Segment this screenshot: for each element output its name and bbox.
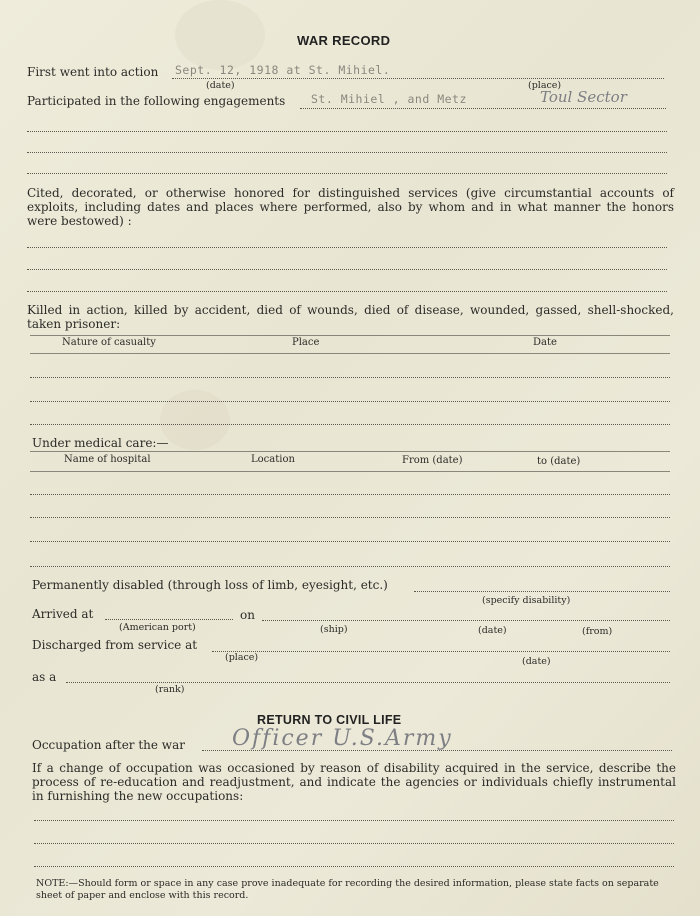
paper-stain (160, 390, 230, 450)
occupation-label: Occupation after the war (32, 738, 185, 752)
engagements-handwritten-value: Toul Sector (540, 88, 627, 106)
blank-line (34, 866, 674, 867)
ship-caption: (ship) (320, 624, 348, 635)
col-name-of-hospital: Name of hospital (64, 454, 151, 465)
first-action-label: First went into action (27, 65, 159, 79)
form-title: WAR RECORD (297, 33, 391, 48)
col-to-date: to (date) (537, 456, 581, 467)
blank-line (27, 269, 667, 270)
blank-line (34, 843, 674, 844)
rank-caption: (rank) (155, 684, 185, 695)
col-location: Location (251, 454, 295, 465)
arrived-at-label: Arrived at (32, 607, 94, 621)
blank-line (30, 517, 670, 518)
date-caption: (date) (206, 80, 235, 91)
first-action-line (172, 78, 664, 79)
rank-line (66, 682, 670, 683)
change-of-occupation-paragraph: If a change of occupation was occasioned by reason of disability acquired in the service, describe the process of re-education and readjustment, and indicate the agencies or individuals chiefly instrumental in furnishing the new occupations: (32, 761, 676, 803)
discharged-date-caption: (date) (522, 656, 551, 667)
engagements-typed-value: St. Mihiel , and Metz (311, 92, 467, 106)
blank-line (30, 424, 670, 425)
discharged-line (212, 651, 670, 652)
civil-life-title: RETURN TO CIVIL LIFE (257, 713, 402, 727)
casualty-header-bottom-rule (30, 353, 670, 354)
blank-line (30, 377, 670, 378)
blank-line (30, 566, 670, 567)
arrived-date-caption: (date) (478, 625, 507, 636)
specify-disability-caption: (specify disability) (482, 595, 571, 606)
cited-paragraph: Cited, decorated, or otherwise honored for distinguished services (give circumstantial accounts of exploits, including dates and places where performed, also by whom and in what manner the honors were bestowed) : (27, 186, 674, 228)
blank-line (34, 820, 674, 821)
as-a-label: as a (32, 670, 57, 684)
engagements-line (300, 108, 666, 109)
discharged-label: Discharged from service at (32, 638, 198, 652)
place-caption: (place) (528, 80, 562, 91)
col-place: Place (292, 337, 320, 348)
american-port-caption: (American port) (119, 622, 196, 633)
arrived-port-line (105, 619, 233, 620)
disabled-line (414, 591, 670, 592)
blank-line (30, 541, 670, 542)
medical-header-top-rule (30, 451, 670, 452)
blank-line (27, 152, 667, 153)
col-from-date: From (date) (402, 455, 463, 466)
blank-line (30, 401, 670, 402)
arrived-ship-line (262, 620, 670, 621)
blank-line (27, 131, 667, 132)
note-paragraph: NOTE:—Should form or space in any case prove inadequate for recording the desired information, please state facts on separate sheet of paper and enclose with this record. (36, 878, 659, 901)
engagements-label: Participated in the following engagements (27, 94, 286, 108)
arrived-on-label: on (240, 608, 255, 622)
blank-line (30, 494, 670, 495)
blank-line (27, 173, 667, 174)
discharged-place-caption: (place) (225, 652, 259, 663)
casualty-header-top-rule (30, 335, 670, 336)
medical-header-bottom-rule (30, 471, 670, 472)
blank-line (27, 291, 667, 292)
disabled-label: Permanently disabled (through loss of limb, eyesight, etc.) (32, 578, 388, 592)
medical-care-label: Under medical care:— (32, 436, 169, 450)
col-nature-of-casualty: Nature of casualty (62, 337, 156, 348)
col-date: Date (533, 337, 557, 348)
blank-line (27, 247, 667, 248)
occupation-handwritten-value: Officer U.S.Army (232, 726, 453, 751)
casualty-paragraph: Killed in action, killed by accident, died of wounds, died of disease, wounded, gassed, shell-shocked, taken prisoner: (27, 303, 674, 331)
from-caption: (from) (582, 626, 613, 637)
first-action-value: Sept. 12, 1918 at St. Mihiel. (175, 63, 391, 77)
paper-stain (175, 0, 265, 70)
